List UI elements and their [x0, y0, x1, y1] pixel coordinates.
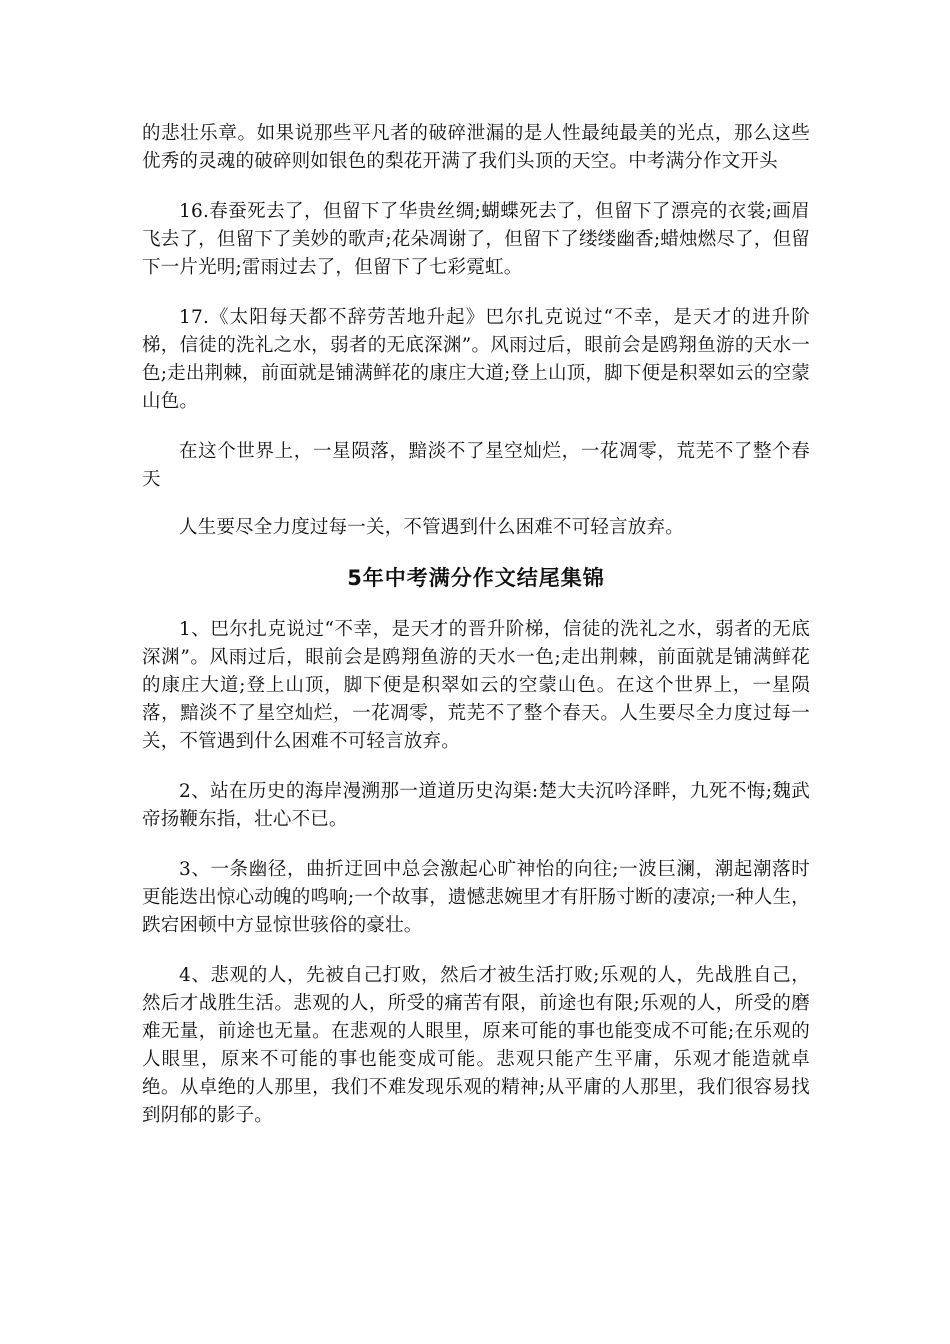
paragraph-world: 在这个世界上，一星陨落，黯淡不了星空灿烂，一花凋零，荒芜不了整个春天 — [142, 441, 810, 490]
paragraph-continuation: 的悲壮乐章。如果说那些平凡者的破碎泄漏的是人性最纯最美的光点，那么这些优秀的灵魂的破碎则如银色的梨花开满了我们头顶的天空。中考满分作文开头 — [142, 123, 810, 172]
section-title: 5年中考满分作文结尾集锦 — [347, 566, 605, 590]
document-page — [142, 120, 810, 1152]
ending-paragraph-1: 1、巴尔扎克说过“不幸，是天才的晋升阶梯，信徒的洗礼之水，弱者的无底深渊”。风雨过后，眼前会是鸥翔鱼游的天水一色;走出荆棘，前面就是铺满鲜花的康庄大道;登上山顶，脚下便是积翠如云的空蒙山色。在这个世界上，一星陨落，黯淡不了星空灿烂，一花凋零，荒芜不了整个春天。人生要尽全力度过每一关，不管遇到什么困难不可轻言放弃。 — [142, 619, 810, 752]
paragraph-17: 17.《太阳每天都不辞劳苦地升起》巴尔扎克说过“不幸，是天才的进升阶梯，信徒的洗礼之水，弱者的无底深渊”。风雨过后，眼前会是鸥翔鱼游的天水一色;走出荆棘，前面就是铺满鲜花的康庄大道;登上山顶，脚下便是积翠如云的空蒙山色。 — [142, 307, 810, 412]
ending-paragraph-2: 2、站在历史的海岸漫溯那一道道历史沟渠:楚大夫沉吟泽畔，九死不悔;魏武帝扬鞭东指，壮心不已。 — [142, 781, 810, 830]
ending-paragraph-4: 4、悲观的人，先被自己打败，然后才被生活打败;乐观的人，先战胜自己，然后才战胜生活。悲观的人，所受的痛苦有限，前途也有限;乐观的人，所受的磨难无量，前途也无量。在悲观的人眼里，原来可能的事也能变成不可能;在乐观的人眼里，原来不可能的事也能变成可能。悲观只能产生平庸，乐观才能造就卓绝。从卓绝的人那里，我们不难发现乐观的精神;从平庸的人那里，我们很容易找到阴郁的影子。 — [142, 965, 810, 1126]
ending-paragraph-3: 3、一条幽径，曲折迂回中总会激起心旷神怡的向往;一波巨澜，潮起潮落时更能迭出惊心动魄的鸣响;一个故事，遗憾悲婉里才有肝肠寸断的凄凉;一种人生，跌宕困顿中方显惊世骇俗的豪壮。 — [142, 859, 810, 936]
paragraph-life: 人生要尽全力度过每一关，不管遇到什么困难不可轻言放弃。 — [179, 517, 684, 538]
paragraph-16: 16.春蚕死去了，但留下了华贵丝绸;蝴蝶死去了，但留下了漂亮的衣裳;画眉飞去了，但留下了美妙的歌声;花朵凋谢了，但留下了缕缕幽香;蜡烛燃尽了，但留下一片光明;雷雨过去了，但留下了七彩霓虹。 — [142, 201, 810, 278]
